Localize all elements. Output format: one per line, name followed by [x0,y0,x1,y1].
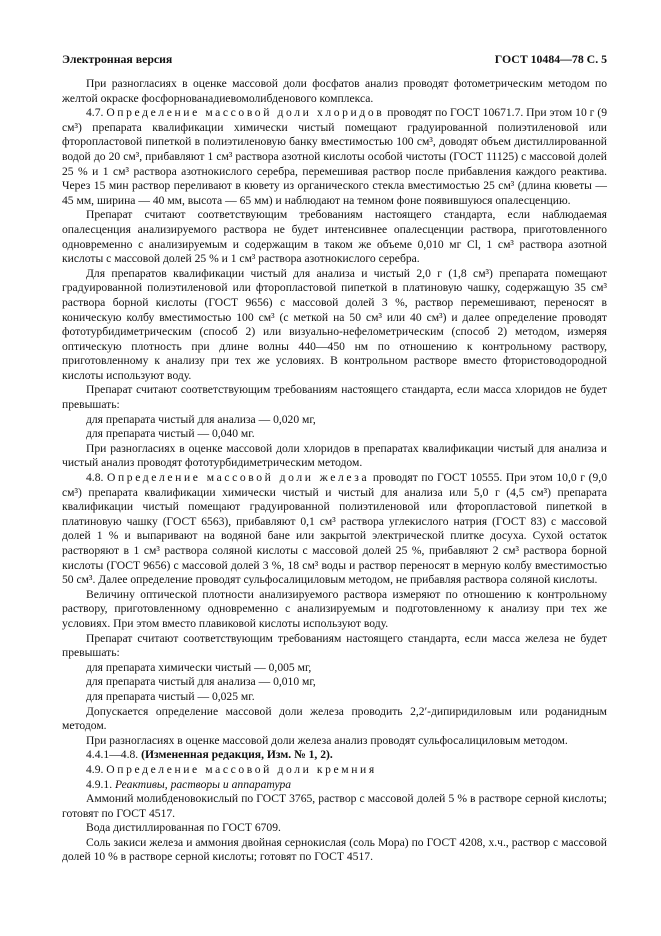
paragraph-reagent-water: Вода дистиллированная по ГОСТ 6709. [86,821,281,835]
section-4-9-1-title: Реактивы, растворы и аппаратура [115,777,292,791]
paragraph-chloride-dispute: При разногласиях в оценке массовой доли хлоридов в препаратах квалификации чистый для анализа и чистый анализ проводят фототурбидиметрическим методом. [62,441,607,470]
list-item: для препарата чистый для анализа — 0,010 мг, [86,675,316,689]
paragraph-chloride-criterion: Препарат считают соответствующим требованиям настоящего стандарта, если наблюдаемая опалесценция анализируемого раствора не будет интенсивнее опалесценции раствора, приготовленного одновременно с анализируемым и содержащим в таком же объеме 0,010 мг Cl, 1 см³ раствора азотной кислоты с массовой долей 25 % и 1 см³ раствора азотнокислого серебра. [62,208,607,266]
paragraph-chloride-method: Для препаратов квалификации чистый для анализа и чистый 2,0 г (1,8 см³) препарата помещают градуированной полиэтиленовой или фторопластовой пипеткой в платиновую чашку, содержащую 35 см³ раствора борной кислоты (ГОСТ 9656) с массовой долей 3 %, раствор перемешивают, переносят в коническую колбу вместимостью 100 см³ (с меткой на 50 см³ или 40 см³) и далее определение проводят фототурбидиметрическим (способ 2) или визуально-нефелометрическим (способ 2) методом, измеряя оптическую плотность при длине волны 440—450 нм по отношению к контрольному раствору, приготовленному к анализу при тех же условиях. В контрольном растворе вместо фтористоводородной кислоты используют воду. [62,266,607,382]
section-4-9: 4.9. Определение массовой доли кремния [86,762,377,776]
paragraph-chloride-limits-intro: Препарат считают соответствующим требованиям настоящего стандарта, если масса хлоридов не будет превышать: [62,383,607,412]
revision-note: 4.4.1—4.8. (Измененная редакция, Изм. № 1, 2). [86,748,333,762]
header-edition-label: Электронная версия [62,52,173,66]
list-item: для препарата химически чистый — 0,005 мг, [86,660,312,674]
list-item: для препарата чистый — 0,025 мг. [86,689,255,703]
paragraph-reagent-mohr-salt: Соль закиси железа и аммония двойная сернокислая (соль Мора) по ГОСТ 4208, х.ч., раствор с массовой долей 10 % в растворе серной кислоты; готовят по ГОСТ 4517. [62,835,607,864]
paragraph-reagent-ammonium-molybdate: Аммоний молибденовокислый по ГОСТ 3765, раствор с массовой долей 5 % в растворе серной кислоты; готовят по ГОСТ 4517. [62,792,607,820]
section-4-7: 4.7. Определение массовой доли хлоридов проводят по ГОСТ 10671.7. При этом 10 г (9 см³) препарата квалификации химически чистый помещают градуированной полиэтиленовой или фторопластовой пипеткой в полиэтиленовую банку вместимостью 100 см³, доводят объем дистиллированной водой до 20 см³, прибавляют 1 см³ раствора азотной кислоты особой чистоты (ГОСТ 11125) с массовой долей 25 % и 1 см³ раствора азотнокислого серебра, перемешивая раствор после прибавления каждого реактива. Через 15 мин раствор переливают в кювету из органического стекла вместимостью 25 см³ (длина кюветы — 45 мм, ширина — 40 мм, высота — 65 мм) и наблюдают на темном фоне появившуюся опалесценцию. [62,106,608,207]
paragraph-iron-limits-intro: Препарат считают соответствующим требованиям настоящего стандарта, если масса железа не будет превышать: [62,631,607,660]
list-item: для препарата чистый — 0,040 мг. [86,427,255,441]
section-4-8-title: Определение массовой доли железа [107,471,370,485]
page-header [62,52,607,68]
section-4-7-title: Определение массовой доли хлоридов [106,106,385,120]
paragraph-iron-alt-methods: Допускается определение массовой доли железа проводить 2,2′-дипиридиловым или роданидным методом. [62,704,607,733]
paragraph-iron-optical: Величину оптической плотности анализируемого раствора измеряют по отношению к контрольному раствору, приготовленному одновременно с анализируемым и подготовленному к анализу при тех же условиях. При этом вместо плавиковой кислоты используют воду. [62,587,607,630]
section-4-9-title: Определение массовой доли кремния [106,762,377,776]
paragraph-phosphate-dispute: При разногласиях в оценке массовой доли фосфатов анализ проводят фотометрическим методом по желтой окраске фосфорнованадиевомолибденового комплекса. [62,77,607,105]
paragraph-iron-dispute: При разногласиях в оценке массовой доли железа анализ проводят сульфосалициловым методом. [86,733,568,747]
list-item: для препарата чистый для анализа — 0,020 мг, [86,412,316,426]
section-4-8: 4.8. Определение массовой доли железа проводят по ГОСТ 10555. При этом 10,0 г (9,0 см³) препарата квалификации химически чистый и чистый для анализа или 5,0 г (4,5 см³) препарата квалификации чистый помещают градуированной полиэтиленовой или фторопластовой пипеткой в платиновую чашку (ГОСТ 6563), прибавляют 0,1 см³ раствора углекислого натрия (ГОСТ 83) с массовой долей 1 % и выпаривают на водяной бане или закрытой электрической плитке досуха. Сухой остаток растворяют в 1 см³ раствора соляной кислоты с массовой долей 25 %, прибавляют 2 см³ раствора борной кислоты (ГОСТ 9656) с массовой долей 3 %, 18 см³ воды и раствор переносят в мерную колбу вместимостью 50 см³. Далее определение проводят сульфосалициловым методом, не прибавляя раствора соляной кислоты. [62,471,607,587]
header-standard-page: ГОСТ 10484—78 С. 5 [494,52,607,66]
section-4-9-1: 4.9.1. Реактивы, растворы и аппаратура [86,777,292,791]
document-page [62,52,607,865]
